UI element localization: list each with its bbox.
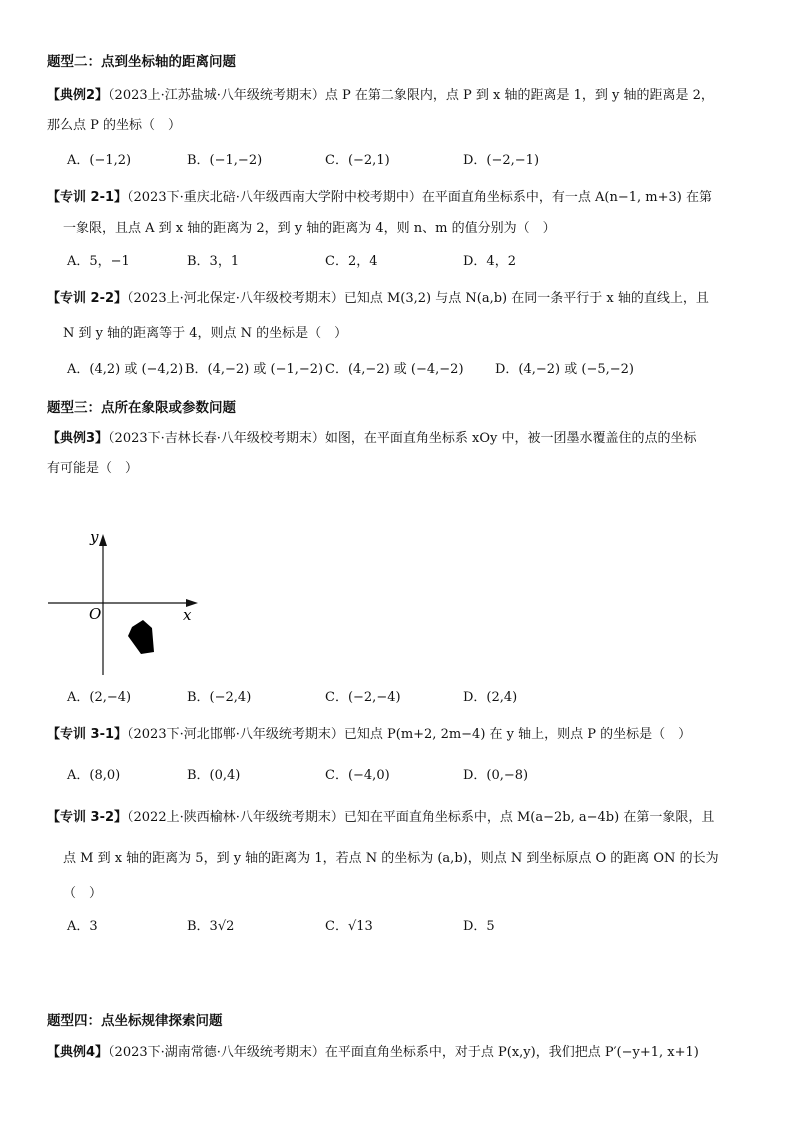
question-2-1-options: [67, 253, 754, 273]
option-c[interactable]: C．(−4,0): [325, 768, 390, 783]
option-b[interactable]: B．3√2: [187, 919, 235, 934]
question-2-1-line2: 一象限，且点 A 到 x 轴的距离为 2，到 y 轴的距离为 4，则 n、m 的值分别为（ ）: [63, 221, 556, 236]
option-a[interactable]: A．(2,−4): [67, 690, 132, 705]
question-3-line2: 有可能是（ ）: [47, 461, 139, 476]
section-title-2: 题型二：点到坐标轴的距离问题: [47, 54, 236, 70]
option-d[interactable]: D．(−2,−1): [463, 153, 540, 168]
question-tag: 【典例2】: [47, 88, 109, 103]
option-a[interactable]: A．(−1,2): [67, 153, 132, 168]
option-d[interactable]: D．(2,4): [463, 690, 518, 705]
question-2-2-line1: [47, 290, 754, 308]
option-b[interactable]: B．(−1,−2): [187, 153, 263, 168]
y-axis-arrow: [99, 534, 107, 546]
option-c[interactable]: C．√13: [325, 919, 373, 934]
question-tag: 【专训 2-1】: [47, 190, 128, 205]
section-title-4: 题型四：点坐标规律探索问题: [47, 1013, 223, 1029]
question-3-2-line3: （ ）: [63, 886, 103, 901]
question-3-line1: [47, 430, 754, 448]
question-3-1-line1: [47, 726, 754, 744]
option-a[interactable]: A．(4,2) 或 (−4,2): [67, 362, 184, 377]
question-text: （2023下·湖南常德·八年级统考期末）在平面直角坐标系中，对于点 P(x,y)，我们把点 P′(−y+1, x+1): [108, 1045, 699, 1060]
question-tag: 【专训 3-1】: [47, 727, 128, 742]
x-axis-label: x: [183, 606, 192, 624]
ink-blot: [128, 620, 154, 654]
option-c[interactable]: C．2，4: [325, 254, 378, 269]
question-3-1-options: [67, 767, 754, 787]
question-2-1-line1: [47, 189, 754, 207]
question-2-2-options: [67, 361, 754, 381]
option-d[interactable]: D．(4,−2) 或 (−5,−2): [495, 362, 635, 377]
option-a[interactable]: A．(8,0): [67, 768, 121, 783]
question-text: （2023下·河北邯郸·八年级统考期末）已知点 P(m+2, 2m−4) 在 y 轴上，则点 P 的坐标是（ ）: [127, 727, 692, 742]
question-text: （2023上·江苏盐城·八年级统考期末）点 P 在第二象限内，点 P 到 x 轴的距离是 1，到 y 轴的距离是 2，: [108, 88, 714, 103]
question-text: （2023上·河北保定·八年级校考期末）已知点 M(3,2) 与点 N(a,b) 在同一条平行于 x 轴的直线上，且: [127, 291, 709, 306]
question-tag: 【专训 2-2】: [47, 291, 128, 306]
question-3-2-line1: [47, 809, 754, 827]
option-d[interactable]: D．5: [463, 919, 495, 934]
question-3-2-line2: 点 M 到 x 轴的距离为 5，到 y 轴的距离为 1，若点 N 的坐标为 (a,b)，则点 N 到坐标原点 O 的距离 ON 的长为: [63, 851, 719, 866]
question-2-line2: 那么点 P 的坐标（ ）: [47, 118, 182, 133]
origin-label: O: [89, 605, 102, 623]
option-c[interactable]: C．(−2,−4): [325, 690, 401, 705]
question-tag: 【典例4】: [47, 1045, 109, 1060]
option-c[interactable]: C．(4,−2) 或 (−4,−2): [325, 362, 464, 377]
question-3-options: [67, 689, 754, 709]
question-text: （2022上·陕西榆林·八年级统考期末）已知在平面直角坐标系中，点 M(a−2b, a−4b) 在第一象限，且: [127, 810, 715, 825]
option-a[interactable]: A．5，−1: [67, 254, 130, 269]
option-d[interactable]: D．(0,−8): [463, 768, 529, 783]
y-axis-label: y: [90, 528, 99, 546]
section-title-3: 题型三：点所在象限或参数问题: [47, 400, 236, 416]
option-d[interactable]: D．4，2: [463, 254, 516, 269]
question-4-line1: [47, 1044, 754, 1062]
option-b[interactable]: B．3，1: [187, 254, 240, 269]
question-text: （2023下·重庆北碚·八年级西南大学附中校考期中）在平面直角坐标系中，有一点 A(n−1, m+3) 在第: [127, 190, 712, 205]
option-a[interactable]: A．3: [67, 919, 98, 934]
option-b[interactable]: B．(0,4): [187, 768, 241, 783]
option-b[interactable]: B．(−2,4): [187, 690, 252, 705]
question-tag: 【专训 3-2】: [47, 810, 128, 825]
question-2-options: [67, 152, 754, 172]
question-2-line1: [47, 87, 754, 105]
question-text: （2023下·吉林长春·八年级校考期末）如图，在平面直角坐标系 xOy 中，被一团墨水覆盖住的点的坐标: [108, 431, 697, 446]
option-c[interactable]: C．(−2,1): [325, 153, 390, 168]
coordinate-figure: [40, 520, 210, 680]
question-2-2-line2: N 到 y 轴的距离等于 4，则点 N 的坐标是（ ）: [63, 326, 348, 341]
question-tag: 【典例3】: [47, 431, 109, 446]
question-3-2-options: [67, 918, 754, 938]
option-b[interactable]: B．(4,−2) 或 (−1,−2): [185, 362, 324, 377]
